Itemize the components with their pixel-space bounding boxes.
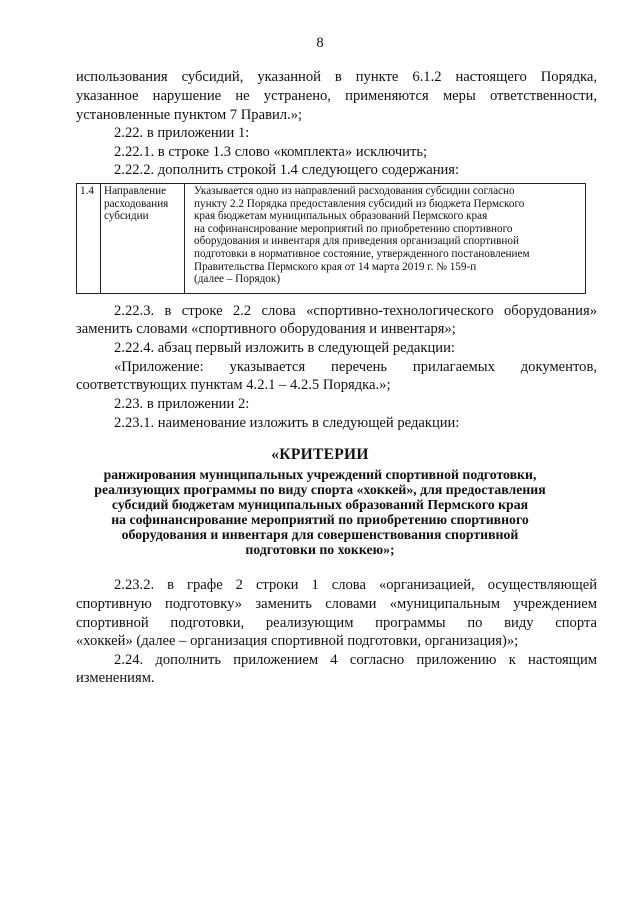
table-cell-name	[100, 184, 184, 293]
criteria-heading-line: на софинансирование мероприятий по приобретению спортивного	[111, 512, 529, 527]
description-line: Указывается одно из направлений расходования субсидии согласно	[194, 185, 515, 197]
description-line: Правительства Пермского края от 14 марта 2019 г. № 159-п	[194, 260, 477, 273]
table-cell-number	[77, 184, 100, 293]
body-text-line: изменениям.	[76, 670, 155, 686]
body-text-line: использования субсидий, указанной в пункте 6.1.2 настоящего Порядка,	[76, 69, 597, 85]
body-text-line: соответствующих пунктам 4.2.1 – 4.2.5 Порядка.»;	[76, 377, 391, 393]
body-text-line: 2.23.2. в графе 2 строки 1 слова «организацией, осуществляющей	[114, 577, 597, 593]
criteria-title: «КРИТЕРИИ	[271, 446, 369, 463]
description-line: (далее – Порядок)	[194, 273, 281, 286]
insert-table-row	[76, 183, 586, 294]
page-number: 8	[316, 35, 324, 51]
description-line: на софинансирование мероприятий по приобретению спортивного	[194, 222, 513, 235]
clause-line: 2.22.1. в строке 1.3 слово «комплекта» исключить;	[114, 144, 428, 160]
row-number: 1.4	[80, 185, 94, 197]
clause-line: 2.22.4. абзац первый изложить в следующей редакции:	[114, 340, 455, 356]
clause-line: 2.23.1. наименование изложить в следующей редакции:	[114, 415, 460, 431]
body-text-line: спортивной подготовки, реализующим программы по виду спорта	[76, 615, 597, 631]
body-text-line: «хоккей» (далее – организация спортивной подготовки, организация)»;	[76, 633, 519, 649]
criteria-heading-line: оборудования и инвентаря для совершенствования спортивной	[121, 527, 519, 542]
criteria-heading-line: реализующих программы по виду спорта «хоккей», для предоставления	[94, 482, 546, 497]
description-line: края бюджетам муниципальных образований Пермского края	[194, 210, 488, 223]
body-text-line: 2.22.3. в строке 2.2 слова «спортивно-технологического оборудования»	[114, 303, 597, 319]
description-line: оборудования и инвентаря для приведения организаций спортивной	[194, 235, 519, 248]
clause-line: 2.23. в приложении 2:	[114, 396, 250, 412]
body-text-line: установленные пунктом 7 Правил.»;	[76, 107, 303, 123]
criteria-heading-line: субсидий бюджетам муниципальных образований Пермского края	[111, 497, 529, 512]
table-cell-description	[184, 184, 585, 293]
name-line: Направление	[104, 185, 167, 197]
body-text-line: заменить словами «спортивного оборудования и инвентаря»;	[76, 321, 456, 337]
body-text-line: спортивную подготовку» заменить словами «муниципальным учреждением	[76, 596, 597, 612]
description-line: пункту 2.2 Порядка предоставления субсидий из бюджета Пермского	[194, 197, 525, 210]
body-text-line: указанное нарушение не устранено, применяются меры ответственности,	[76, 88, 597, 104]
clause-line: 2.22.2. дополнить строкой 1.4 следующего содержания:	[114, 162, 460, 178]
name-line: субсидии	[104, 210, 149, 223]
clause-line: 2.22. в приложении 1:	[114, 125, 250, 141]
body-text-line: 2.24. дополнить приложением 4 согласно приложению к настоящим	[114, 652, 597, 668]
criteria-heading-line: ранжирования муниципальных учреждений спортивной подготовки,	[103, 467, 537, 482]
body-text-line: «Приложение: указывается перечень прилагаемых документов,	[114, 359, 597, 375]
criteria-heading-line: подготовки по хоккею»;	[245, 542, 395, 557]
name-line: расходования	[104, 197, 169, 210]
description-line: подготовки в нормативное состояние, утвержденного постановлением	[194, 247, 530, 260]
